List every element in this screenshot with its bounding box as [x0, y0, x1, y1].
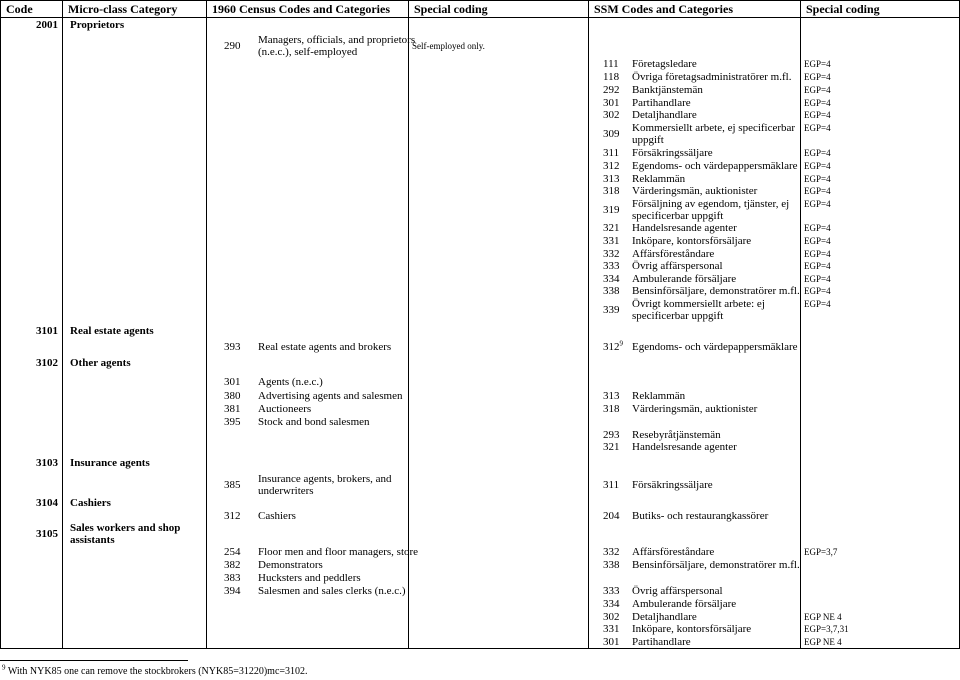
ssm-label: Reklammän — [632, 173, 686, 185]
table-top-rule — [0, 0, 960, 1]
ssm-label: Reklammän — [632, 390, 686, 402]
census-code: 393 — [224, 341, 241, 353]
ssm-label: Ambulerande försäljare — [632, 598, 737, 610]
ssm-label: Banktjänstemän — [632, 84, 703, 96]
census-label: Hucksters and peddlers — [258, 572, 361, 584]
ssm-code: 111 — [603, 58, 619, 70]
census-label: Insurance agents, brokers, and — [258, 473, 392, 485]
ssm-code: 338 — [603, 285, 620, 297]
ssm-label: Försäkringssäljare — [632, 479, 713, 491]
census-label: Auctioneers — [258, 403, 312, 415]
ssm-label: Kommersiellt arbete, ej specificerbar — [632, 122, 796, 134]
ssm-label: Försäljning av egendom, tjänster, ej — [632, 198, 790, 210]
header-code: Code — [6, 2, 33, 16]
census-code: 385 — [224, 479, 241, 491]
census-code: 380 — [224, 390, 241, 402]
census-code: 254 — [224, 546, 241, 558]
ssm-code: 331 — [603, 623, 620, 635]
col-line — [0, 0, 1, 648]
ssm-label: Inköpare, kontorsförsäljare — [632, 623, 752, 635]
ssm-special: EGP NE 4 — [804, 612, 842, 622]
census-label: Cashiers — [258, 510, 296, 522]
footnote-rule — [0, 660, 188, 661]
ssm-code: 321 — [603, 441, 620, 453]
ssm-label: Försäkringssäljare — [632, 147, 713, 159]
ssm-code: 309 — [603, 128, 620, 140]
ssm-label: Bensinförsäljare, demonstratörer m.fl. — [632, 559, 800, 571]
ssm-label: Partihandlare — [632, 97, 691, 109]
category-label: Sales workers and shop — [70, 522, 181, 534]
ssm-label: Partihandlare — [632, 636, 691, 648]
ssm-code: 312 — [603, 160, 620, 172]
ssm-code: 301 — [603, 97, 620, 109]
ssm-label: Övrig affärspersonal — [632, 260, 723, 272]
ssm-code: 319 — [603, 204, 620, 216]
ssm-code: 204 — [603, 510, 620, 522]
ssm-code: 334 — [603, 273, 620, 285]
census-code: 312 — [224, 510, 241, 522]
ssm-label: Ambulerande försäljare — [632, 273, 737, 285]
ssm-label: Affärsföreståndare — [632, 248, 715, 260]
table-bottom-rule — [0, 648, 960, 649]
ssm-label: Affärsföreståndare — [632, 546, 715, 558]
census-label: Floor men and floor managers, store — [258, 546, 419, 558]
census-label: underwriters — [258, 485, 314, 497]
ssm-special: EGP=4 — [804, 186, 831, 196]
ssm-special: EGP=4 — [804, 199, 831, 209]
ssm-label: specificerbar uppgift — [632, 310, 724, 322]
ssm-code: 302 — [603, 611, 620, 623]
ssm-label: Resebyråtjänstemän — [632, 429, 721, 441]
col-line — [800, 0, 801, 648]
ssm-label: Övrigt kommersiellt arbete: ej — [632, 298, 765, 310]
category-label: assistants — [70, 534, 115, 546]
ssm-code: 338 — [603, 559, 620, 571]
ssm-special: EGP=4 — [804, 299, 831, 309]
census-code: 381 — [224, 403, 241, 415]
category-code: 3105 — [36, 528, 58, 540]
ssm-code: 318 — [603, 185, 620, 197]
category-code: 3103 — [36, 457, 58, 469]
ssm-label: uppgift — [632, 134, 664, 146]
ssm-code: 292 — [603, 84, 620, 96]
ssm-label: Bensinförsäljare, demonstratörer m.fl. — [632, 285, 800, 297]
ssm-label: Värderingsmän, auktionister — [632, 403, 758, 415]
ssm-code: 333 — [603, 585, 620, 597]
ssm-special: EGP=4 — [804, 249, 831, 259]
ssm-special: EGP=3,7 — [804, 547, 838, 557]
census-code: 382 — [224, 559, 241, 571]
category-code: 3102 — [36, 357, 58, 369]
ssm-code: 313 — [603, 173, 620, 185]
census-code: 290 — [224, 40, 241, 52]
ssm-code: 331 — [603, 235, 620, 247]
ssm-special: EGP=3,7,31 — [804, 624, 849, 634]
census-code: 301 — [224, 376, 241, 388]
census-label: Real estate agents and brokers — [258, 341, 392, 353]
ssm-code: 311 — [603, 479, 620, 491]
census-label: Salesmen and sales clerks (n.e.c.) — [258, 585, 406, 597]
ssm-label: Övriga företagsadministratörer m.fl. — [632, 71, 792, 83]
census-code: 383 — [224, 572, 241, 584]
ssm-label: Handelsresande agenter — [632, 222, 737, 234]
ssm-special: EGP=4 — [804, 236, 831, 246]
ssm-special: EGP=4 — [804, 174, 831, 184]
ssm-special: EGP=4 — [804, 123, 831, 133]
ssm-code: 333 — [603, 260, 620, 272]
category-label: Proprietors — [70, 19, 125, 31]
category-code: 3104 — [36, 497, 58, 509]
ssm-code: 339 — [603, 304, 620, 316]
ssm-code: $312^9$ — [603, 339, 623, 353]
ssm-special: EGP=4 — [804, 110, 831, 120]
category-label: Other agents — [70, 357, 131, 369]
ssm-special: EGP=4 — [804, 274, 831, 284]
category-label: Cashiers — [70, 497, 111, 509]
ssm-label: Företagsledare — [632, 58, 697, 70]
footnote-text: With NYK85 one can remove the stockbrokers (NYK85=31220)mc=3102. — [7, 666, 308, 677]
census-code: 395 — [224, 416, 241, 428]
category-label: Real estate agents — [70, 325, 154, 337]
census-label: Advertising agents and salesmen — [258, 390, 403, 402]
ssm-code: 332 — [603, 248, 620, 260]
ssm-special: EGP=4 — [804, 85, 831, 95]
census-label: Demonstrators — [258, 559, 323, 571]
ssm-label: specificerbar uppgift — [632, 210, 724, 222]
ssm-label: Handelsresande agenter — [632, 441, 737, 453]
category-label: Insurance agents — [70, 457, 150, 469]
ssm-special: EGP=4 — [804, 161, 831, 171]
ssm-code: 313 — [603, 390, 620, 402]
ssm-code: 118 — [603, 71, 620, 83]
census-label: Agents (n.e.c.) — [258, 376, 323, 388]
ssm-special: EGP=4 — [804, 261, 831, 271]
ssm-label: Butiks- och restaurangkassörer — [632, 510, 769, 522]
footnote-marker: 9 — [2, 663, 6, 672]
footnote-ref: 9 — [619, 339, 623, 348]
header-special-2: Special coding — [806, 2, 880, 16]
header-bottom-rule — [0, 17, 960, 18]
category-code: 3101 — [36, 325, 58, 337]
ssm-code: 321 — [603, 222, 620, 234]
ssm-label: Värderingsmän, auktionister — [632, 185, 758, 197]
header-census: 1960 Census Codes and Categories — [212, 2, 391, 16]
ssm-label: Övrig affärspersonal — [632, 585, 723, 597]
ssm-code: 334 — [603, 598, 620, 610]
col-line — [62, 0, 63, 648]
ssm-label: Inköpare, kontorsförsäljare — [632, 235, 752, 247]
ssm-label: Egendoms- och värdepappersmäklare — [632, 160, 798, 172]
ssm-label: Detaljhandlare — [632, 109, 697, 121]
header-micro-class: Micro-class Category — [68, 2, 178, 16]
category-code: 2001 — [36, 19, 58, 31]
census-code: 394 — [224, 585, 241, 597]
ssm-code: 302 — [603, 109, 620, 121]
col-line — [588, 0, 589, 648]
ssm-special: EGP=4 — [804, 148, 831, 158]
ssm-special: EGP=4 — [804, 59, 831, 69]
ssm-special: EGP NE 4 — [804, 637, 842, 647]
header-special-1: Special coding — [414, 2, 488, 16]
census-label: Managers, officials, and proprietors — [258, 34, 416, 46]
ssm-special: EGP=4 — [804, 72, 831, 82]
ssm-label: Detaljhandlare — [632, 611, 697, 623]
col-line — [206, 0, 207, 648]
census-special: Self-employed only. — [412, 41, 485, 51]
ssm-code: 311 — [603, 147, 620, 159]
ssm-special: EGP=4 — [804, 286, 831, 296]
census-label: (n.e.c.), self-employed — [258, 46, 358, 58]
ssm-code: 332 — [603, 546, 620, 558]
ssm-code: 318 — [603, 403, 620, 415]
ssm-special: EGP=4 — [804, 223, 831, 233]
census-label: Stock and bond salesmen — [258, 416, 370, 428]
footnote — [2, 663, 308, 678]
ssm-code: 301 — [603, 636, 620, 648]
ssm-code: 293 — [603, 429, 620, 441]
header-ssm: SSM Codes and Categories — [594, 2, 734, 16]
ssm-label: Egendoms- och värdepappersmäklare — [632, 341, 798, 353]
ssm-special: EGP=4 — [804, 98, 831, 108]
